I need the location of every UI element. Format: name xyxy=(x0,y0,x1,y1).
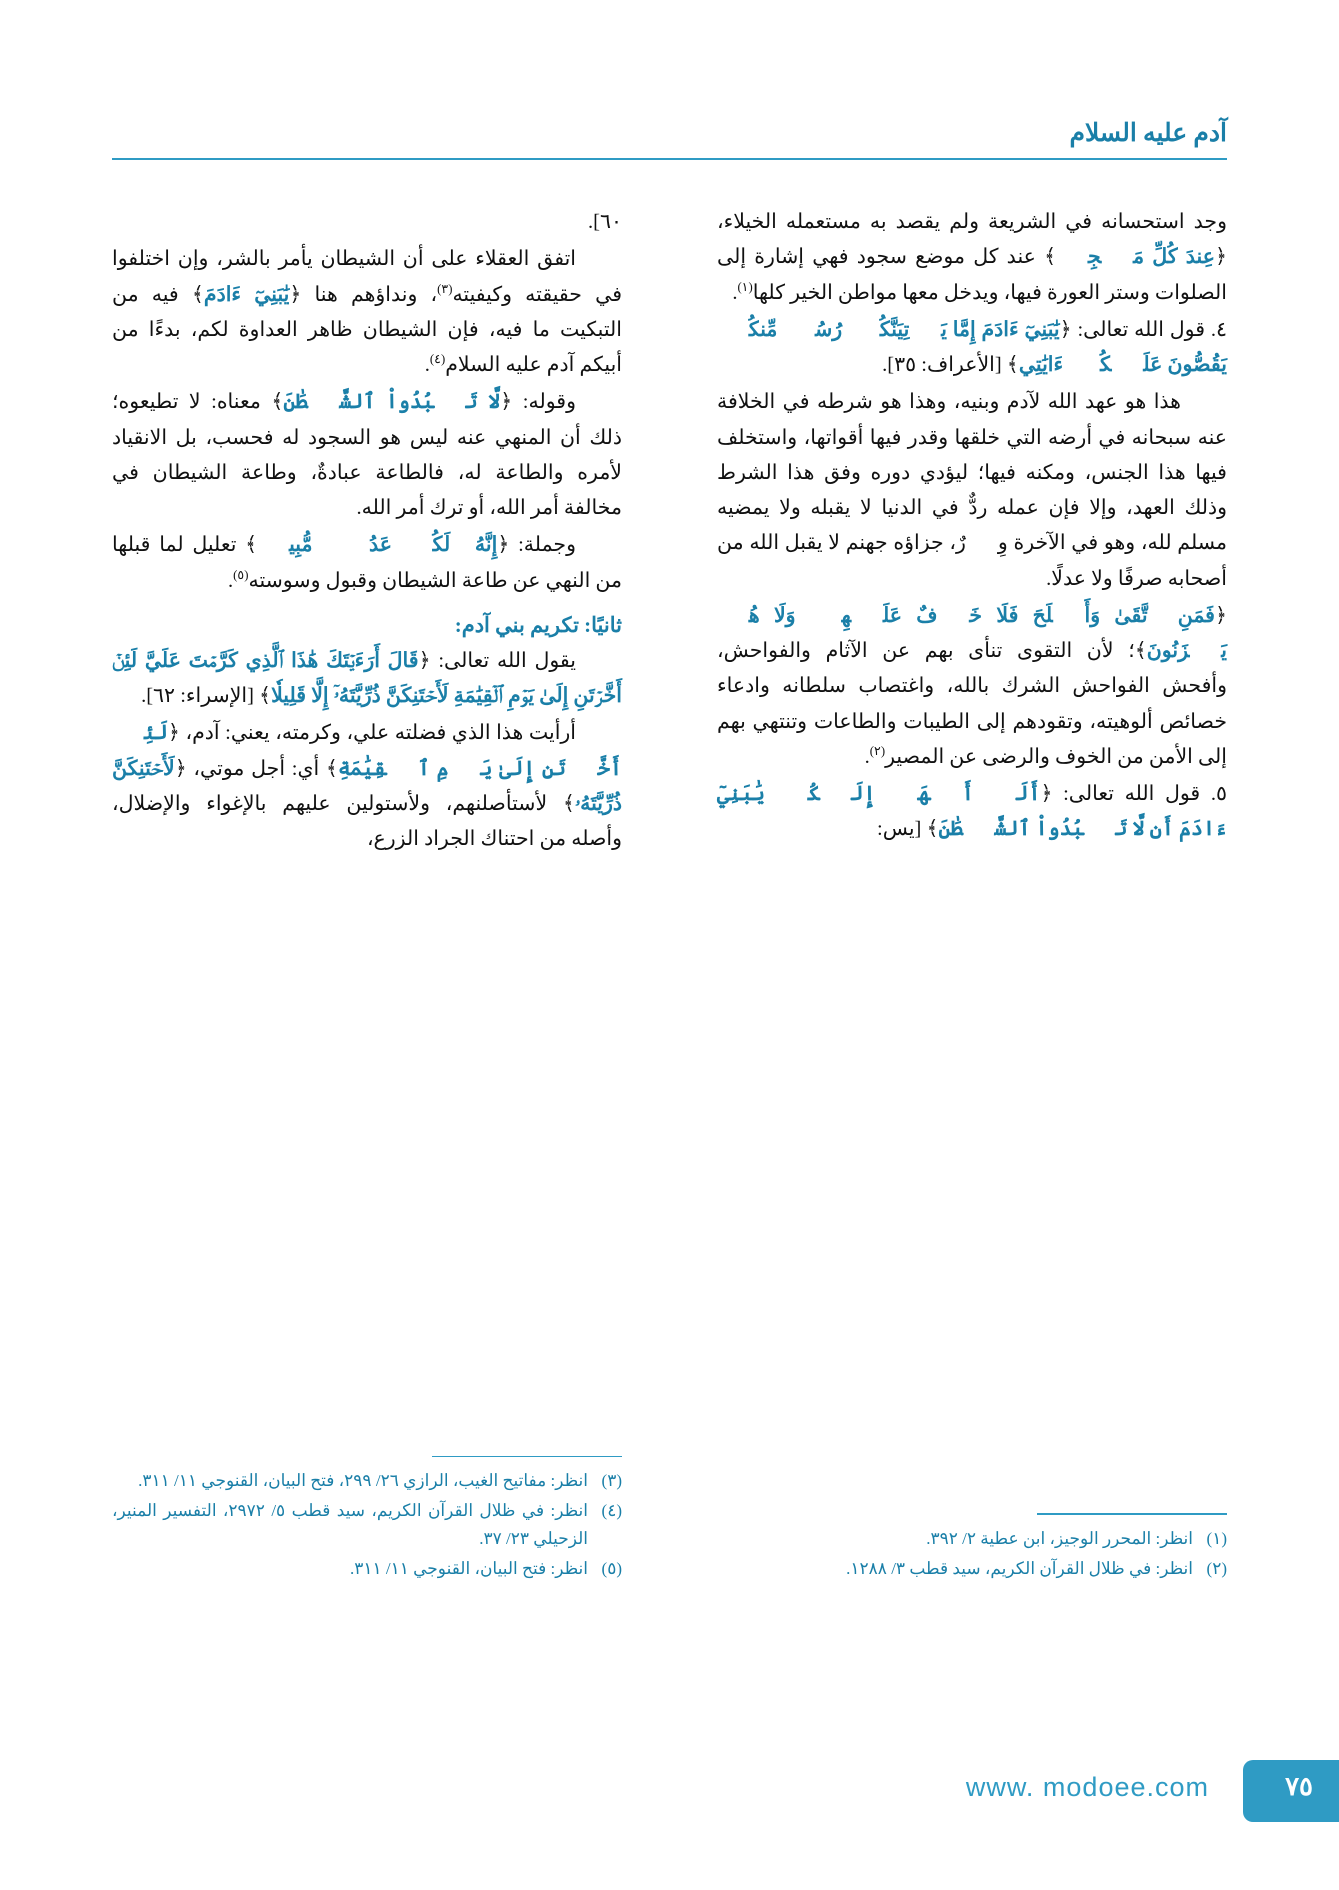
body-paragraph: اتفق العقلاء على أن الشيطان يأمر بالشر، وإن اختلفوا في حقيقته وكيفيته$^{(٣)}$، ونداؤهم هنا ﴿يَٰبَنِيٓ ءَادَمَ﴾ فيه من التبكيت ما فيه، فإن الشيطان ظاهر العداوة لكم، بدءًا من أبيكم آدم عليه السلام$^{(٤)}$. xyxy=(112,248,622,376)
header-divider xyxy=(112,158,1227,160)
footnote-number: (٣) xyxy=(601,1471,622,1491)
footnote xyxy=(112,1555,622,1582)
page-footer xyxy=(0,1760,1339,1824)
footnote-number: (٥) xyxy=(601,1558,622,1578)
footnote-number: (٤) xyxy=(601,1501,622,1521)
footnote-text: انظر: مفاتيح الغيب، الرازي ٢٦/ ٢٩٩، فتح البيان، القنوجي ١١/ ٣١١. xyxy=(138,1471,588,1491)
website-url: www. modoee.com xyxy=(965,1772,1209,1802)
column-left-body xyxy=(112,205,622,857)
page-header xyxy=(112,118,1227,160)
page-number-tab xyxy=(1243,1760,1339,1822)
section-heading: ثانيًا: تكريم بني آدم: xyxy=(454,612,622,637)
footnote-divider xyxy=(1037,1513,1227,1515)
footnote-divider xyxy=(432,1456,622,1458)
footnote xyxy=(717,1525,1227,1552)
body-paragraph: أرأيت هذا الذي فضلته علي، وكرمته، يعني: آدم، ﴿لَئِنۡ أَخَّرۡتَنِ إِلَىٰ يَوۡمِ ٱلۡقِيَٰمَةِ﴾ أي: أجل موتي، ﴿لَأَحۡتَنِكَنَّ ذُرِّيَّتَهُۥ﴾ لأستأصلنهم، ولأستولين عليهم بالإغواء والإضلال، وأصله من احتناك الجراد الزرع، xyxy=(112,722,622,850)
column-left-footnotes xyxy=(112,1456,622,1585)
footnote-text: انظر: في ظلال القرآن الكريم، سيد قطب ٣/ ١٢٨٨. xyxy=(846,1558,1193,1578)
footnote-text: انظر: المحرر الوجيز، ابن عطية ٢/ ٣٩٢. xyxy=(926,1528,1193,1548)
footnote xyxy=(717,1555,1227,1582)
footnote xyxy=(112,1467,622,1494)
text-columns xyxy=(112,205,1227,1585)
body-paragraph: ﴿فَمَنِ ٱتَّقَىٰ وَأَصۡلَحَ فَلَا خَوۡفٌ عَلَيۡهِمۡ وَلَا هُمۡ يَحۡزَنُونَ﴾؛ لأن التقوى تنأى بهم عن الآثام والفواحش، وأفحش الفواحش الشرك بالله، واغتصاب سلطانه وادعاء خصائص ألوهيته، وتقودهم إلى الطيبات والطاعات وتنتهي بهم إلى الأمن من الخوف والرضى عن المصير$^{(٢)}$. xyxy=(717,604,1227,768)
footnote-number: (٢) xyxy=(1206,1558,1227,1578)
body-paragraph: وجملة: ﴿إِنَّهُۥ لَكُمۡ عَدُوّٞ مُّبِينٞ﴾ تعليل لما قبلها من النهي عن طاعة الشيطان وقبول وسوسته$^{(٥)}$. xyxy=(112,534,622,592)
body-paragraph: وجد استحسانه في الشريعة ولم يقصد به مستعمله الخيلاء، ﴿عِندَ كُلِّ مَسۡجِدٖ﴾ عند كل موضع سجود فهي إشارة إلى الصلوات وستر العورة فيها، ويدخل معها مواطن الخير كلها$^{(١)}$. xyxy=(717,211,1227,304)
body-paragraph: ٥. قول الله تعالى: ﴿أَلَمۡ أَعۡهَدۡ إِلَيۡكُمۡ يَٰبَنِيٓ ءَادَمَ أَن لَّا تَعۡبُدُواْ ٱلشَّيۡطَٰنَ﴾ [يس: xyxy=(717,783,1227,841)
body-paragraph: يقول الله تعالى: ﴿قَالَ أَرَءَيۡتَكَ هَٰذَا ٱلَّذِي كَرَّمۡتَ عَلَيَّ لَئِنۡ أَخَّرۡتَنِ إِلَىٰ يَوۡمِ ٱلۡقِيَٰمَةِ لَأَحۡتَنِكَنَّ ذُرِّيَّتَهُۥٓ إِلَّا قَلِيلٗا﴾ [الإسراء: ٦٢]. xyxy=(112,649,622,707)
column-right xyxy=(717,205,1227,1585)
footnote-text: انظر: في ظلال القرآن الكريم، سيد قطب ٥/ ٢٩٧٢، التفسير المنير، الزحيلي ٢٣/ ٣٧. xyxy=(112,1501,588,1548)
body-paragraph: ٦٠]. xyxy=(588,211,622,233)
column-left xyxy=(112,205,622,1585)
running-head-title: آدم عليه السلام xyxy=(1069,120,1227,147)
body-paragraph: هذا هو عهد الله لآدم وبنيه، وهذا هو شرطه في الخلافة عنه سبحانه في أرضه التي خلقها وقدر فيها أقواتها، واستخلف فيها هذا الجنس، ومكنه فيها؛ ليؤدي دوره وفق هذا الشرط وذلك العهد، وإلا فإن عمله ردٌّ في الدنيا لا يقبله ولا يمضيه مسلم لله، وهو في الآخرة وِزۡرٌ، جزاؤه جهنم لا يقبل الله من أصحابه صرفًا ولا عدلًا. xyxy=(717,391,1227,590)
column-right-body xyxy=(717,205,1227,848)
body-paragraph: وقوله: ﴿لَّا تَعۡبُدُواْ ٱلشَّيۡطَٰنَ﴾ معناه: لا تطيعوه؛ ذلك أن المنهي عنه ليس هو السجود له فحسب، بل الانقياد لأمره والطاعة له، فالطاعة عبادةٌ، وطاعة الشيطان في مخالفة أمر الله، أو ترك أمر الله. xyxy=(112,391,622,519)
footnote-number: (١) xyxy=(1206,1528,1227,1548)
body-paragraph: ٤. قول الله تعالى: ﴿يَٰبَنِيٓ ءَادَمَ إِمَّا يَأۡتِيَنَّكُمۡ رُسُلٞ مِّنكُمۡ يَقُصُّونَ عَلَيۡكُمۡ ءَايَٰتِي﴾ [الأعراف: ٣٥]. xyxy=(717,318,1227,376)
page-number: ٧٥ xyxy=(1285,1772,1313,1801)
footnote-text: انظر: فتح البيان، القنوجي ١١/ ٣١١. xyxy=(349,1558,588,1578)
column-right-footnotes xyxy=(717,1513,1227,1585)
footnote xyxy=(112,1497,622,1551)
